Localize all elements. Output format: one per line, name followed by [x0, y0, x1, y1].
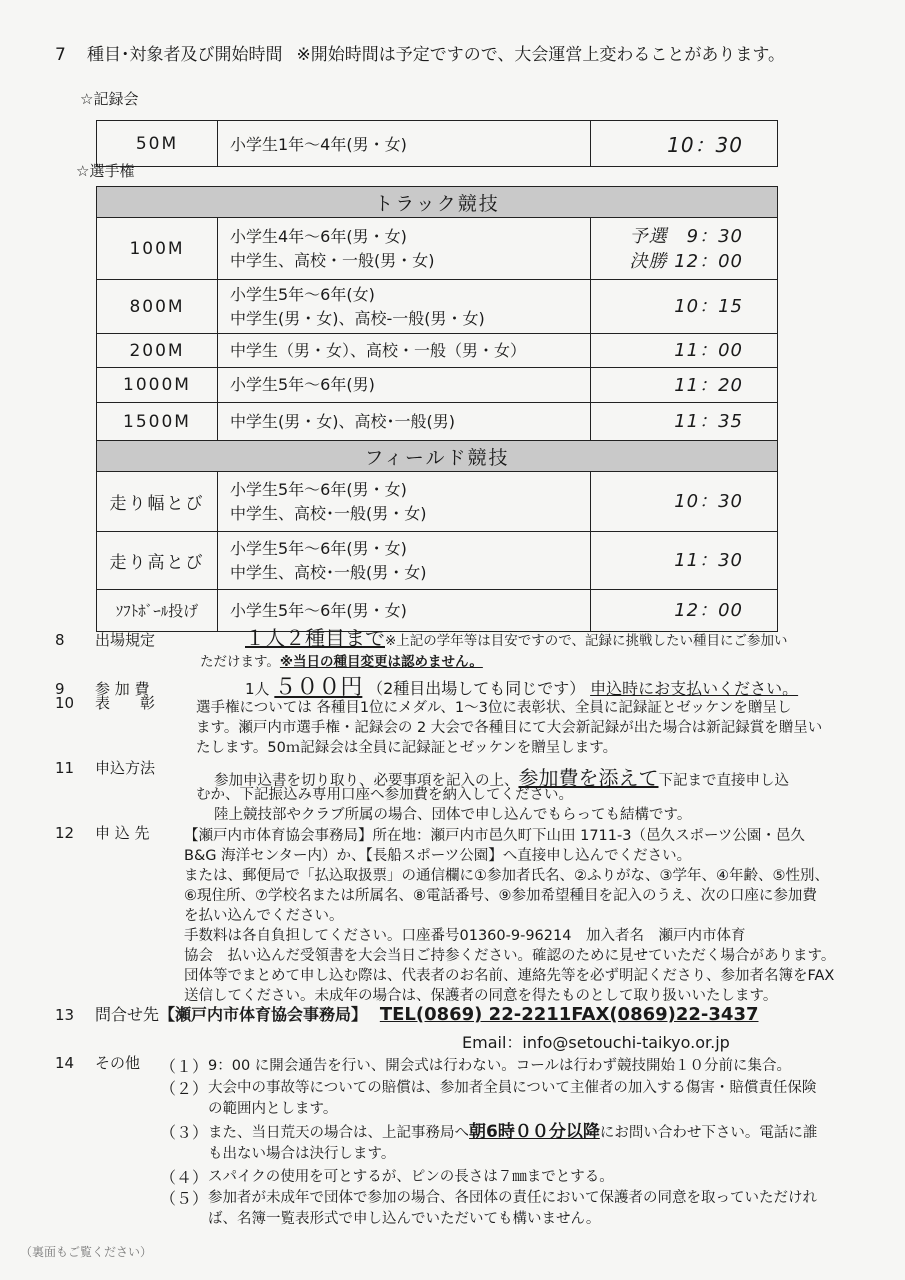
section-11-line2: むか、下記振込み専用口座へ参加費を納入してください。	[196, 787, 573, 803]
table-row	[97, 532, 778, 590]
item-text	[208, 1078, 816, 1120]
no-change-note: ※当日の種目変更は認めません。	[279, 654, 483, 670]
fee-prefix: 1人	[245, 680, 270, 698]
section-number: 10	[55, 694, 75, 712]
section-11	[55, 757, 205, 778]
field-band: フィールド競技	[97, 441, 778, 472]
time-text: 11：30	[674, 550, 743, 571]
contact-org: 【瀬戸内市体育協会事務局】	[159, 1005, 368, 1024]
time-text: 10：15	[674, 296, 743, 317]
time-cell	[591, 334, 778, 368]
championship-label: ☆選手権	[76, 162, 135, 180]
record-meet-label: ☆記録会	[80, 90, 139, 108]
item-text-line: スパイクの使用を可とするが、ピンの長さは７㎜までとする。	[208, 1169, 614, 1185]
section-12	[55, 822, 205, 843]
time-cell	[591, 218, 778, 280]
section-label: 参 加 費	[95, 680, 150, 698]
text-line: たします。50ｍ記録会は全員に記録証とゼッケンを贈呈します。	[196, 740, 618, 756]
section-label: 申 込 先	[95, 824, 150, 842]
contact-email: Email：info@setouchi-taikyo.or.jp	[462, 1033, 730, 1052]
section-10-body	[196, 698, 822, 758]
time-cell	[591, 532, 778, 590]
section-number: 13	[55, 1006, 75, 1024]
section-label: 問合せ先	[95, 1005, 160, 1024]
target-text: 小学生5年～6年(男)	[230, 375, 375, 394]
section-11-line3: 陸上競技部やクラブ所属の場合、団体で申し込んでもらっても結構です。	[214, 807, 692, 823]
track-rows	[97, 218, 778, 441]
text-line: 団体等でまとめて申し込む際は、代表者のお名前、連絡先等を必ず明記くださり、参加者名簿をFAX	[184, 968, 835, 984]
time-cell	[591, 403, 778, 441]
section-note: ※開始時間は予定ですので、大会運営上変わることがあります。	[296, 45, 786, 65]
target-cell	[218, 368, 591, 403]
method-text-cont: 下記まで直接申し込	[658, 773, 789, 789]
contact-time-emph: 朝6時００分以降	[469, 1122, 600, 1142]
fee-amount: ５００円	[274, 675, 363, 700]
section-number: 14	[55, 1054, 75, 1072]
event-cell: ｿﾌﾄﾎﾞｰﾙ投げ	[97, 590, 218, 632]
section-label: 申込方法	[95, 759, 156, 777]
track-band: トラック競技	[97, 187, 778, 218]
target-cell: 小学生1年～4年(男・女)	[218, 121, 591, 167]
contact-phone: TEL(0869) 22-2211FAX(0869)22-3437	[379, 1004, 759, 1025]
target-text: 小学生5年～6年(男・女)	[230, 538, 407, 558]
time-cell	[591, 368, 778, 403]
table-row	[97, 368, 778, 403]
target-text: 小学生5年～6年(男・女)	[230, 600, 407, 620]
time-text: 11：00	[674, 340, 743, 361]
target-text: 中学生、高校･一般(男・女)	[230, 503, 427, 523]
section-7-heading	[55, 40, 785, 65]
text-line: ます。瀬戸内市選手権・記録会の 2 大会で各種目にて大会新記録が出た場合は新記録賞を贈呈い	[196, 720, 823, 736]
time-text: 11：20	[674, 374, 743, 396]
event-cell: 1500M	[97, 403, 218, 441]
text-line: 送信してください。未成年の場合は、保護者の同意を得たものとして取り扱いいたします。	[184, 988, 778, 1004]
item-number: （３）	[160, 1123, 209, 1142]
section-number: 8	[55, 631, 65, 649]
event-cell: 200M	[97, 334, 218, 368]
target-text: 小学生5年～6年(女)	[230, 284, 375, 304]
fee-note: （2種目出場しても同じです）	[367, 679, 586, 698]
item-text	[208, 1056, 791, 1077]
target-cell	[218, 472, 591, 532]
table-row	[97, 403, 778, 441]
pay-note: 申込時にお支払いください。	[590, 679, 799, 698]
section-8-line2	[200, 650, 483, 670]
item-text	[208, 1122, 817, 1165]
item-text-line: の範囲内とします。	[208, 1101, 338, 1117]
text-line: 選手権については 各種目1位にメダル、1～3位に表彰状、全員に記録証とゼッケンを贈呈し	[196, 700, 792, 716]
item-text-line: 大会中の事故等についての賠償は、参加者全員について主催者の加入する傷害・賠償責任保険	[208, 1080, 817, 1096]
time-text: 11：35	[674, 411, 743, 432]
entry-note: ※上記の学年等は目安ですので、記録に挑戦したい種目にご参加い	[385, 633, 788, 649]
target-cell	[218, 334, 591, 368]
item-text-part: また、当日荒天の場合は、上記事務局へ	[208, 1125, 469, 1141]
target-text: 中学生(男・女)、高校･一般(男)	[230, 411, 455, 431]
event-cell: 800M	[97, 280, 218, 334]
target-text: 中学生、高校･一般(男・女)	[230, 562, 427, 582]
time-cell: 10：30	[591, 121, 778, 167]
target-text: 小学生5年～6年(男・女)	[230, 479, 407, 499]
item-text-part: にお問い合わせ下さい。電話に誰	[599, 1125, 818, 1141]
table-row	[97, 218, 778, 280]
section-10	[55, 692, 205, 713]
time-cell	[591, 280, 778, 334]
text-line: または、郵便局で「払込取扱票」の通信欄に①参加者氏名、②ふりがな、③学年、④年齢、⑤性別、	[184, 868, 829, 884]
text-line: 手数料は各自負担してください。口座番号01360-9-96214 加入者名 瀬戸内市体育	[184, 928, 746, 944]
item-number: （５）	[160, 1189, 209, 1208]
section-number: 11	[55, 759, 75, 777]
event-cell: 走り幅とび	[97, 472, 218, 532]
section-number: 9	[55, 680, 65, 698]
target-text: 小学生4年～6年(男・女)	[230, 226, 407, 246]
record-table	[96, 120, 778, 167]
section-label: 出場規定	[95, 631, 156, 649]
table-row	[97, 334, 778, 368]
section-8	[55, 622, 788, 651]
event-cell: 1000M	[97, 368, 218, 403]
item-number: （１）	[160, 1057, 209, 1076]
time-text: 12：00	[674, 600, 743, 621]
event-cell: 50M	[97, 121, 218, 167]
text-line: を払い込んでください。	[184, 908, 344, 924]
target-text: 中学生（男・女）、高校・一般（男・女）	[230, 340, 527, 360]
target-cell	[218, 280, 591, 334]
target-cell	[218, 218, 591, 280]
target-cell	[218, 403, 591, 441]
section-label: その他	[95, 1054, 141, 1072]
item-text-line: も出ない場合は決行します。	[208, 1146, 396, 1162]
item-text-line: 9：00 に開会通告を行い、開会式は行わない。コールは行わず競技開始１０分前に集合。	[208, 1058, 791, 1074]
item-text	[208, 1188, 817, 1230]
field-rows	[97, 472, 778, 632]
text-line: 協会 払い込んだ受領書を大会当日ご持参ください。確認のために見せていただく場合があります。	[184, 948, 836, 964]
time-text: 10：30	[674, 491, 743, 512]
section-12-body	[184, 826, 835, 1006]
entry-note-cont: ただけます。	[200, 654, 280, 670]
method-text: 参加申込書を切り取り、必要事項を記入の上、	[214, 773, 519, 789]
target-text: 中学生、高校・一般(男・女)	[230, 250, 435, 270]
item-text-line: 参加者が未成年で団体で参加の場合、各団体の責任において保護者の同意を取っていただけれ	[208, 1190, 817, 1206]
table-row	[97, 121, 778, 167]
time-cell	[591, 472, 778, 532]
track-band-row	[97, 187, 778, 218]
time-text: 予選 9：30	[629, 225, 743, 247]
event-cell: 100M	[97, 218, 218, 280]
time-text: 決勝 12：00	[629, 250, 743, 272]
table-row	[97, 280, 778, 334]
target-cell	[218, 532, 591, 590]
section-number: 12	[55, 824, 75, 842]
text-line: B&G 海洋センター内）か、【長船スポーツ公園】へ直接申し込んでください。	[184, 848, 692, 864]
table-row	[97, 472, 778, 532]
section-title: 種目･対象者及び開始時間	[87, 45, 283, 65]
fee-attach: 参加費を添えて	[518, 766, 659, 790]
footer-note: （裏面もご覧ください）	[20, 1245, 153, 1259]
item-number: （４）	[160, 1168, 209, 1187]
entry-limit: １人２種目まで	[245, 626, 385, 650]
target-text: 中学生(男・女)、高校-一般(男・女)	[230, 308, 485, 328]
section-14	[55, 1052, 140, 1073]
section-number: 7	[55, 45, 66, 65]
text-line: 【瀬戸内市体育協会事務局】所在地：瀬戸内市邑久町下山田 1711-3（邑久スポーツ公園・邑久	[184, 828, 805, 844]
item-text	[208, 1167, 614, 1188]
section-label: 表 彰	[95, 694, 156, 712]
championship-table	[96, 186, 778, 632]
field-band-row	[97, 441, 778, 472]
event-cell: 走り高とび	[97, 532, 218, 590]
text-line: ⑥現住所、⑦学校名または所属名、⑧電話番号、⑨参加希望種目を記入のうえ、次の口座に参加費	[184, 888, 817, 904]
section-13	[55, 1002, 759, 1025]
item-text-line: ば、名簿一覧表形式で申し込んでいただいても構いません。	[208, 1211, 601, 1227]
item-number: （２）	[160, 1079, 209, 1098]
